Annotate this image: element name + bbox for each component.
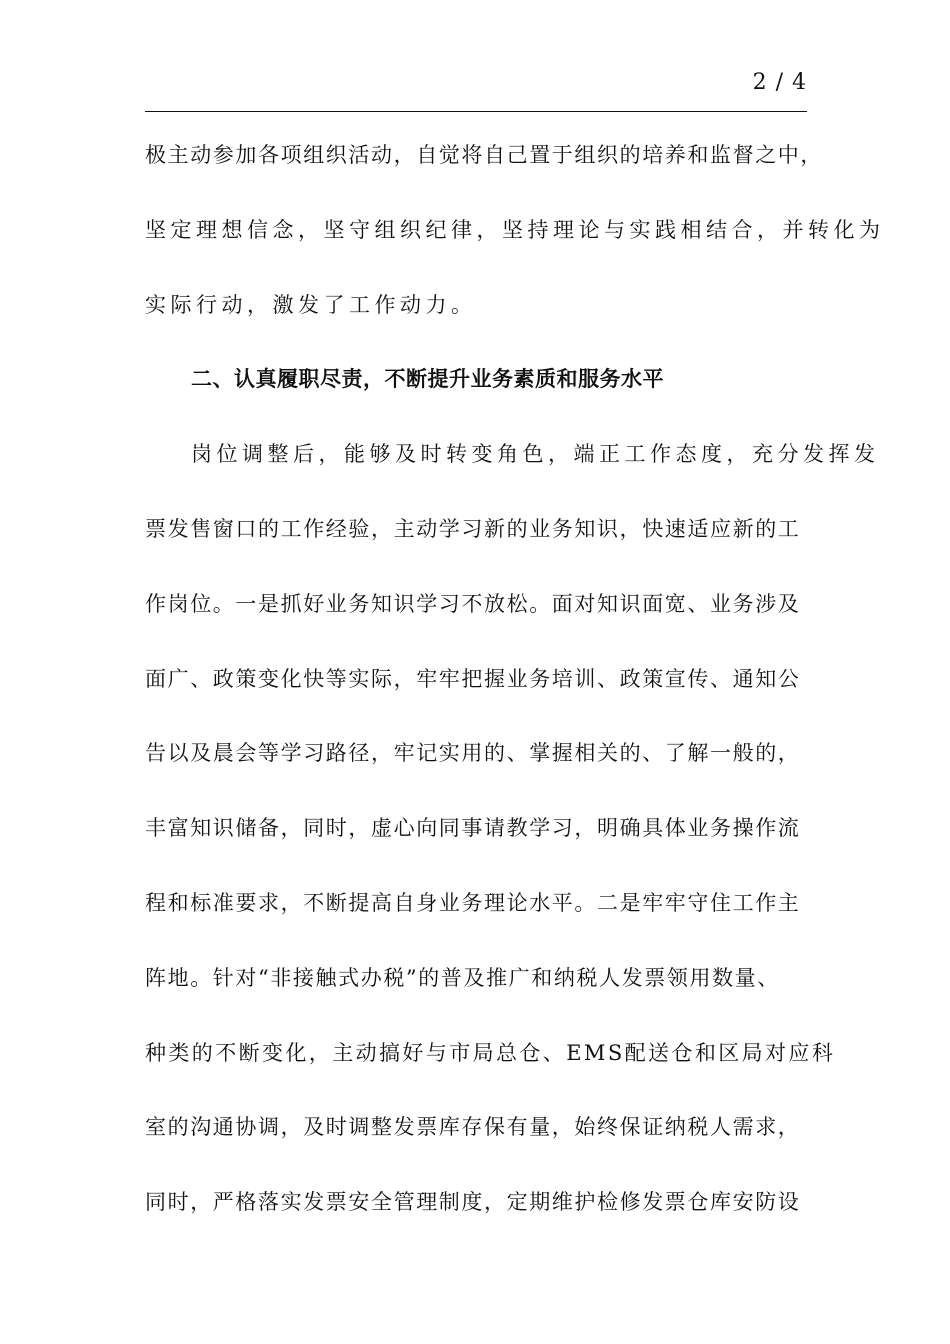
text-line: 实际行动，激发了工作动力。 [145,292,477,317]
section-heading: 二、认真履职尽责，不断提升业务素质和服务水平 [191,367,664,392]
header-divider [145,111,807,112]
text-line: 告以及晨会等学习路径，牢记实用的、掌握相关的、了解一般的， [145,741,801,766]
text-line: 作岗位。一是抓好业务知识学习不放松。面对知识面宽、业务涉及 [145,591,801,616]
text-line: 岗位调整后，能够及时转变角色，端正工作态度，充分发挥发 [191,442,880,467]
text-line: 阵地。针对“非接触式办税”的普及推广和纳税人发票领用数量、 [145,965,780,990]
text-line: 丰富知识储备，同时，虚心向同事请教学习，明确具体业务操作流 [145,816,801,841]
text-line: 室的沟通协调，及时调整发票库存保有量，始终保证纳税人需求， [145,1115,801,1140]
text-line: 程和标准要求，不断提高自身业务理论水平。二是牢牢守住工作主 [145,890,801,915]
text-line: 同时，严格落实发票安全管理制度，定期维护检修发票仓库安防设 [145,1190,801,1215]
text-line: 极主动参加各项组织活动，自觉将自己置于组织的培养和监督之中， [145,143,823,167]
text-line: 种类的不断变化，主动搞好与市局总仓、EMS配送仓和区局对应科 [145,1040,836,1065]
document-body [145,118,885,1240]
page-number: 2 / 4 [752,70,807,95]
text-line: 票发售窗口的工作经验，主动学习新的业务知识，快速适应新的工 [145,516,801,541]
text-line: 面广、政策变化快等实际，牢牢把握业务培训、政策宣传、通知公 [145,666,801,691]
text-line: 坚定理想信念，坚守组织纪律，坚持理论与实践相结合，并转化为 [145,217,885,242]
